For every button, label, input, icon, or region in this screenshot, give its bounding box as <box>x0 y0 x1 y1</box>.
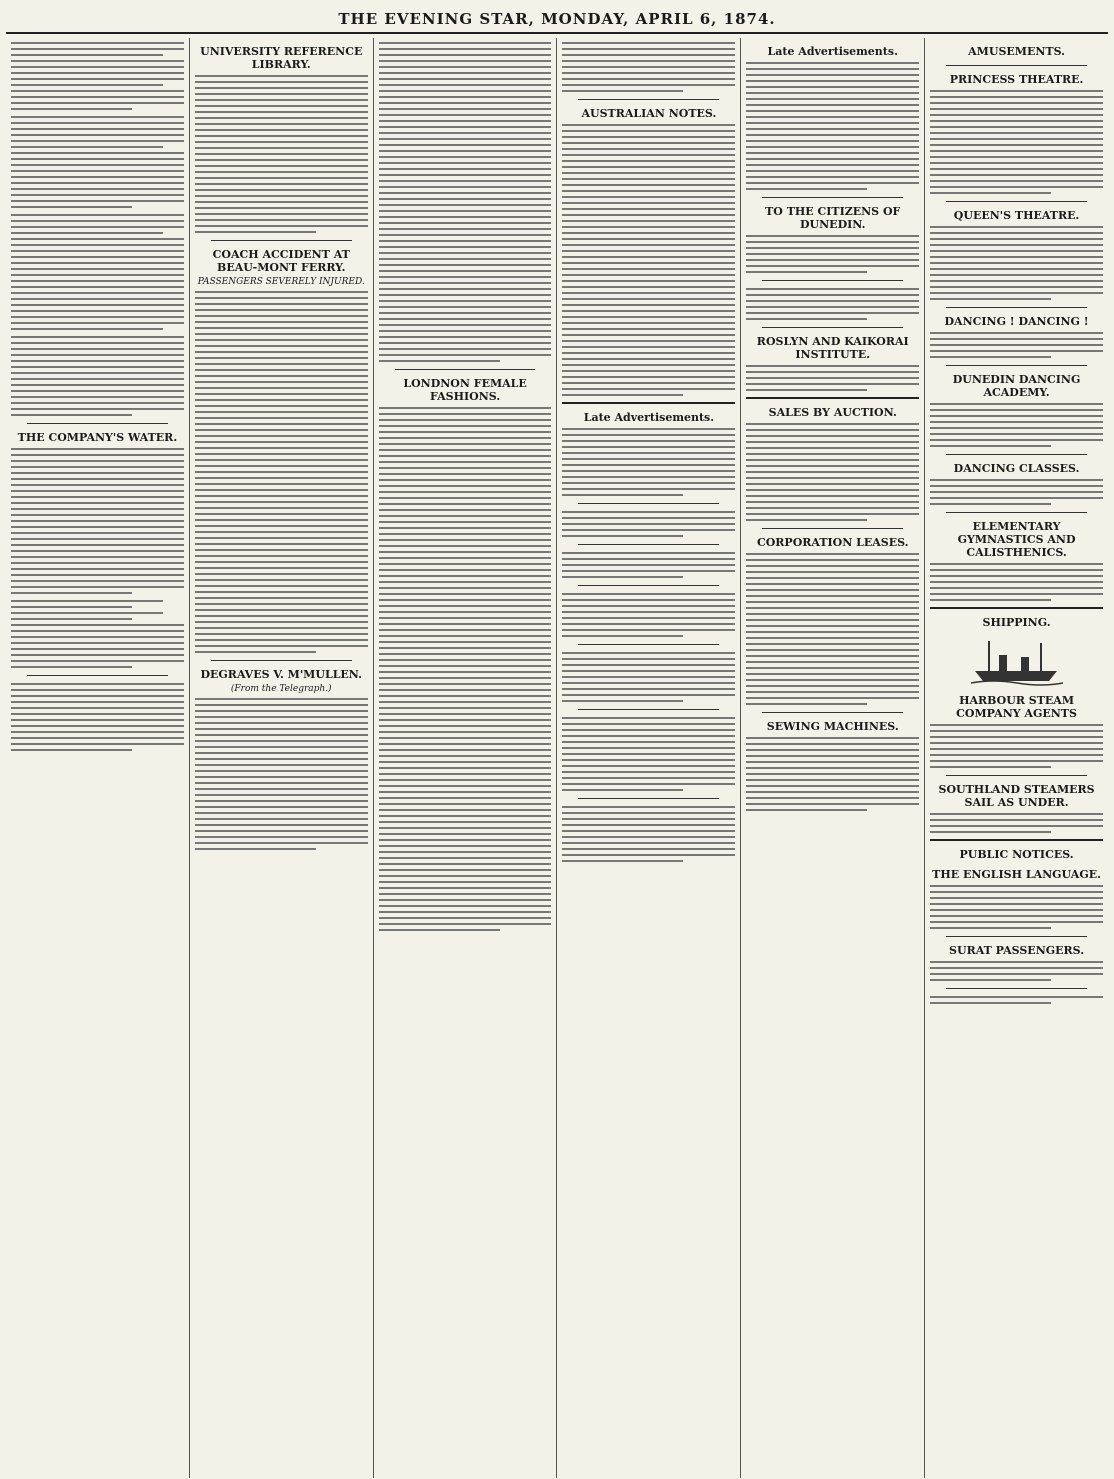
article-body <box>11 214 184 330</box>
divider <box>578 585 719 586</box>
column-3 <box>374 38 558 1478</box>
divider <box>27 423 168 424</box>
article-body <box>11 336 184 416</box>
article-body <box>11 600 184 668</box>
divider <box>211 660 352 661</box>
heading-dancing: DANCING ! DANCING ! <box>944 315 1089 328</box>
advertisement <box>562 552 735 578</box>
heading-dancing-classes: DANCING CLASSES. <box>953 462 1080 475</box>
advertisement <box>930 961 1103 981</box>
divider <box>746 397 919 399</box>
steamship-icon <box>969 633 1065 687</box>
advertisement <box>746 553 919 705</box>
article-body <box>195 698 368 850</box>
divider <box>930 607 1103 609</box>
advertisement <box>930 226 1103 300</box>
article-body <box>11 448 184 594</box>
advertisement <box>562 428 735 496</box>
article-body <box>379 407 552 931</box>
heading-degraves: DEGRAVES V. M'MULLEN. <box>200 668 362 681</box>
heading-auction: SALES BY AUCTION. <box>768 406 897 419</box>
divider <box>578 644 719 645</box>
subheading-telegraph: (From the Telegraph.) <box>230 684 332 694</box>
heading-citizens: TO THE CITIZENS OF DUNEDIN. <box>765 205 901 231</box>
divider <box>578 544 719 545</box>
advertisement <box>930 563 1103 601</box>
advertisement <box>746 423 919 521</box>
advertisement <box>562 593 735 637</box>
column-5 <box>741 38 925 1478</box>
divider <box>946 775 1087 776</box>
masthead-title: THE EVENING STAR, MONDAY, APRIL 6, 1874. <box>6 10 1108 34</box>
divider <box>395 369 536 370</box>
advertisement <box>930 724 1103 768</box>
column-6 <box>925 38 1108 1478</box>
heading-southland-steamers: SOUTHLAND STEAMERS SAIL AS UNDER. <box>938 783 1095 809</box>
article-body <box>11 116 184 208</box>
advertisement <box>746 62 919 190</box>
advertisement <box>930 996 1103 1004</box>
column-2 <box>190 38 374 1478</box>
article-body <box>11 42 184 110</box>
heading-dancing-academy: DUNEDIN DANCING ACADEMY. <box>952 373 1081 399</box>
divider <box>27 675 168 676</box>
heading-public-notices: PUBLIC NOTICES. <box>959 848 1074 861</box>
divider <box>578 503 719 504</box>
divider <box>762 327 903 328</box>
advertisement <box>746 235 919 273</box>
heading-surat-passengers: SURAT PASSENGERS. <box>949 944 1085 957</box>
heading-shipping: SHIPPING. <box>982 616 1051 629</box>
divider <box>946 365 1087 366</box>
heading-coach-accident: COACH ACCIDENT AT BEAU-MONT FERRY. <box>212 248 350 274</box>
column-4 <box>557 38 741 1478</box>
advertisement <box>562 806 735 862</box>
advertisement <box>930 332 1103 358</box>
advertisement <box>746 288 919 320</box>
divider <box>946 65 1087 66</box>
divider <box>762 197 903 198</box>
advertisement <box>930 403 1103 447</box>
subheading-passengers: PASSENGERS SEVERELY INJURED. <box>197 277 365 287</box>
article-body <box>379 42 552 362</box>
advertisement <box>562 511 735 537</box>
divider <box>762 528 903 529</box>
divider <box>946 512 1087 513</box>
heading-late-advertisements-2: Late Advertisements. <box>767 45 898 58</box>
advertisement <box>930 813 1103 833</box>
divider <box>578 709 719 710</box>
divider <box>946 936 1087 937</box>
divider <box>762 712 903 713</box>
heading-princess-theatre: PRINCESS THEATRE. <box>949 73 1084 86</box>
column-1 <box>6 38 190 1478</box>
heading-harbour-steam: HARBOUR STEAM COMPANY AGENTS <box>956 694 1077 720</box>
heading-corporation-leases: CORPORATION LEASES. <box>756 536 909 549</box>
advertisement <box>930 479 1103 505</box>
advertisement <box>562 652 735 702</box>
heading-queens-theatre: QUEEN'S THEATRE. <box>953 209 1080 222</box>
divider <box>946 307 1087 308</box>
divider <box>946 988 1087 989</box>
heading-institute: ROSLYN AND KAIKORAI INSTITUTE. <box>756 335 909 361</box>
heading-library: UNIVERSITY REFERENCE LIBRARY. <box>200 45 363 71</box>
columns <box>6 38 1108 1478</box>
heading-sewing-machines: SEWING MACHINES. <box>766 720 899 733</box>
divider <box>946 454 1087 455</box>
divider <box>211 240 352 241</box>
article-body <box>11 683 184 751</box>
divider <box>946 201 1087 202</box>
article-body <box>562 42 735 92</box>
advertisement <box>746 365 919 391</box>
heading-late-advertisements: Late Advertisements. <box>583 411 715 424</box>
heading-gymnastics: ELEMENTARY GYMNASTICS AND CALISTHENICS. <box>957 520 1076 559</box>
heading-company-water: THE COMPANY'S WATER. <box>17 431 178 444</box>
advertisement <box>930 885 1103 929</box>
divider <box>578 99 719 100</box>
heading-amusements: AMUSEMENTS. <box>968 45 1065 58</box>
article-body <box>195 291 368 653</box>
divider <box>930 839 1103 841</box>
divider <box>578 798 719 799</box>
advertisement <box>746 737 919 811</box>
heading-english-language: THE ENGLISH LANGUAGE. <box>932 868 1101 881</box>
advertisement <box>562 717 735 791</box>
divider <box>562 402 735 404</box>
article-body <box>195 75 368 233</box>
article-body <box>562 124 735 396</box>
advertisement <box>930 90 1103 194</box>
divider <box>762 280 903 281</box>
heading-fashions: LONDNON FEMALE FASHIONS. <box>403 377 527 403</box>
heading-australian-notes: AUSTRALIAN NOTES. <box>581 107 717 120</box>
